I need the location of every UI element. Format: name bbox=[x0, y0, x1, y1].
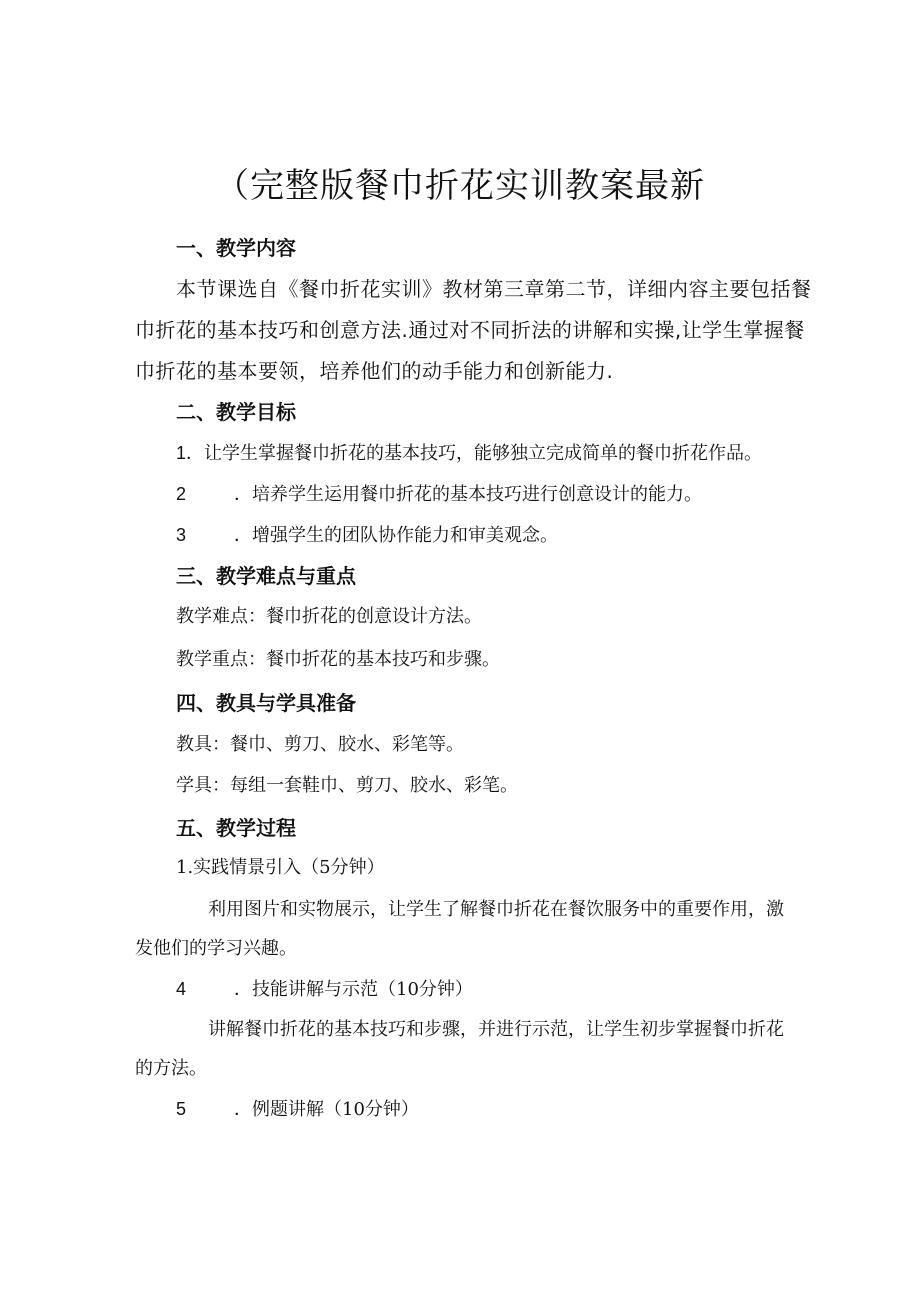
objective-number: 1 bbox=[176, 443, 187, 463]
objective-item bbox=[176, 523, 558, 548]
teacher-tools: 教具：餐巾、剪刀、胶水、彩笔等。 bbox=[176, 734, 464, 755]
section-heading-content: 一、教学内容 bbox=[176, 236, 296, 260]
section-heading-process: 五、教学过程 bbox=[176, 816, 296, 840]
student-tools: 学具：每组一套鞋巾、剪刀、胶水、彩笔。 bbox=[176, 775, 518, 796]
document-title: （完整版餐巾折花实训教案最新 bbox=[215, 166, 705, 206]
process-step bbox=[176, 977, 473, 1002]
section-heading-difficulty-focus: 三、教学难点与重点 bbox=[176, 564, 356, 588]
paragraph-line: 巾折花的基本要领，培养他们的动手能力和创新能力. bbox=[135, 359, 614, 383]
process-step-label: ．技能讲解与示范（10分钟） bbox=[234, 979, 473, 1000]
teaching-focus: 教学重点：餐巾折花的基本技巧和步骤。 bbox=[176, 649, 500, 670]
paragraph-line: 发他们的学习兴趣。 bbox=[135, 938, 297, 959]
objective-text: ．培养学生运用餐巾折花的基本技巧进行创意设计的能力。 bbox=[234, 484, 702, 505]
paragraph-line: 的方法。 bbox=[135, 1058, 207, 1079]
objective-text: ．让学生掌握餐巾折花的基本技巧，能够独立完成简单的餐巾折花作品。 bbox=[186, 443, 763, 464]
paragraph-line: 本节课选自《餐巾折花实训》教材第三章第二节，详细内容主要包括餐 bbox=[176, 277, 812, 301]
paragraph-line: 利用图片和实物展示，让学生了解餐巾折花在餐饮服务中的重要作用，激 bbox=[208, 899, 784, 920]
section-heading-tools: 四、教具与学具准备 bbox=[176, 691, 356, 715]
objective-text: ．增强学生的团队协作能力和审美观念。 bbox=[234, 525, 558, 546]
paragraph-line: 讲解餐巾折花的基本技巧和步骤，并进行示范，让学生初步掌握餐巾折花 bbox=[208, 1019, 784, 1040]
objective-item bbox=[176, 482, 702, 507]
process-step-number: 5 bbox=[176, 1099, 187, 1119]
process-step-number: 4 bbox=[176, 979, 187, 999]
process-step bbox=[176, 1097, 419, 1122]
objective-item bbox=[176, 441, 762, 466]
process-step-label: ．例题讲解（10分钟） bbox=[234, 1099, 419, 1120]
teaching-difficulty: 教学难点：餐巾折花的创意设计方法。 bbox=[176, 606, 482, 627]
section-heading-objectives: 二、教学目标 bbox=[176, 400, 296, 424]
process-step-label: 1.实践情景引入（5分钟） bbox=[176, 857, 385, 878]
paragraph-line: 巾折花的基本技巧和创意方法.通过对不同折法的讲解和实操,让学生掌握餐 bbox=[135, 318, 805, 342]
objective-number: 2 bbox=[176, 484, 187, 504]
objective-number: 3 bbox=[176, 525, 187, 545]
